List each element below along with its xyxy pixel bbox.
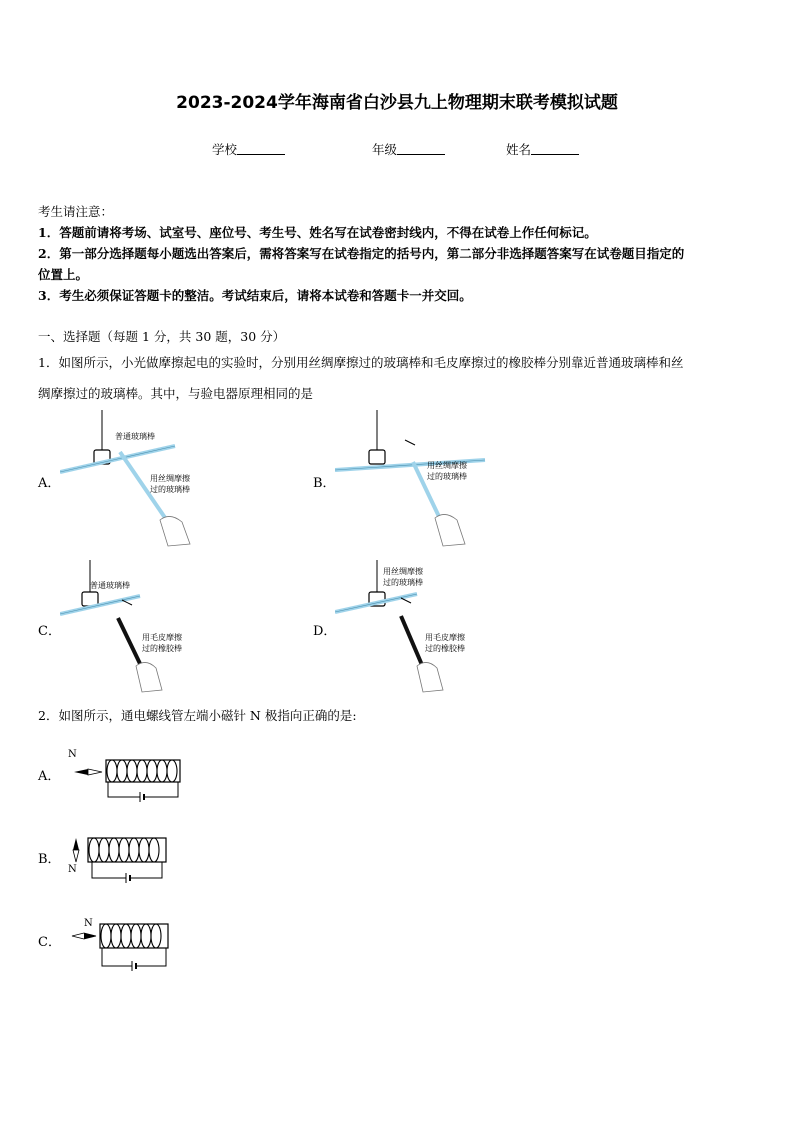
notice-item-1: 1．答题前请将考场、试室号、座位号、考生号、姓名写在试卷密封线内，不得在试卷上作任何标记。 xyxy=(38,225,597,240)
label-plain-glass: 普通玻璃棒 xyxy=(90,581,130,590)
label-silk-1: 用丝绸摩擦 xyxy=(427,461,467,470)
label-fur-2: 过的橡胶棒 xyxy=(142,644,182,653)
label-silk-2: 过的玻璃棒 xyxy=(383,578,423,587)
name-blank[interactable] xyxy=(531,142,579,155)
section-heading: 一、选择题（每题 1 分，共 30 题，30 分） xyxy=(38,329,286,344)
school-label: 学校 xyxy=(212,142,238,157)
label-fur-2: 过的橡胶棒 xyxy=(425,644,465,653)
label-plain-glass: 普通玻璃棒 xyxy=(115,432,155,441)
q1-option-b[interactable]: B． xyxy=(313,476,336,491)
q2-option-b[interactable]: B． xyxy=(38,852,61,867)
notice-item-3: 3．考生必须保证答题卡的整洁。考试结束后，请将本试卷和答题卡一并交回。 xyxy=(38,288,472,303)
grade-field[interactable] xyxy=(372,140,445,158)
notice-item-2: 2．第一部分选择题每小题选出答案后，需将答案写在试卷指定的括号内，第二部分非选择题答案写在试卷题目指定的 xyxy=(38,246,685,261)
grade-label: 年级 xyxy=(372,142,398,157)
q1-figure-b xyxy=(335,410,490,552)
q2-solenoid-a xyxy=(62,745,187,805)
q1-figure-c xyxy=(60,560,200,695)
label-fur-1: 用毛皮摩擦 xyxy=(425,633,465,642)
page-title: 2023-2024学年海南省白沙县九上物理期末联考模拟试题 xyxy=(176,93,618,113)
n-label: N xyxy=(68,864,77,875)
label-silk-2: 过的玻璃棒 xyxy=(427,472,467,481)
q1-option-d[interactable]: D． xyxy=(313,624,337,639)
label-silk-1: 用丝绸摩擦 xyxy=(383,567,423,576)
q1-figure-a xyxy=(60,410,200,552)
label-fur-1: 用毛皮摩擦 xyxy=(142,633,182,642)
n-label: N xyxy=(84,918,93,929)
q2-option-a[interactable]: A． xyxy=(38,769,61,784)
notice-item-2-cont: 位置上。 xyxy=(38,267,89,282)
q1-stem-line1: 1．如图所示，小光做摩擦起电的实验时，分别用丝绸摩擦过的玻璃棒和毛皮摩擦过的橡胶棒分别靠近普通玻璃棒和丝 xyxy=(38,355,684,370)
notice-heading: 考生请注意： xyxy=(38,204,114,219)
name-label: 姓名 xyxy=(506,142,532,157)
q1-figure-d xyxy=(335,560,480,695)
q2-solenoid-c xyxy=(62,912,187,972)
q1-stem-line2: 绸摩擦过的玻璃棒。其中，与验电器原理相同的是 xyxy=(38,386,314,401)
n-label: N xyxy=(68,749,77,760)
school-blank[interactable] xyxy=(237,142,285,155)
label-silk-2: 过的玻璃棒 xyxy=(150,485,190,494)
q1-option-c[interactable]: C． xyxy=(38,624,61,639)
q2-option-c[interactable]: C． xyxy=(38,935,61,950)
q2-solenoid-b xyxy=(62,826,187,886)
grade-blank[interactable] xyxy=(397,142,445,155)
school-field[interactable] xyxy=(212,140,285,158)
q1-option-a[interactable]: A． xyxy=(38,476,61,491)
q2-stem: 2．如图所示，通电螺线管左端小磁针 N 极指向正确的是: xyxy=(38,708,357,723)
name-field[interactable] xyxy=(506,140,579,158)
label-silk-1: 用丝绸摩擦 xyxy=(150,474,190,483)
